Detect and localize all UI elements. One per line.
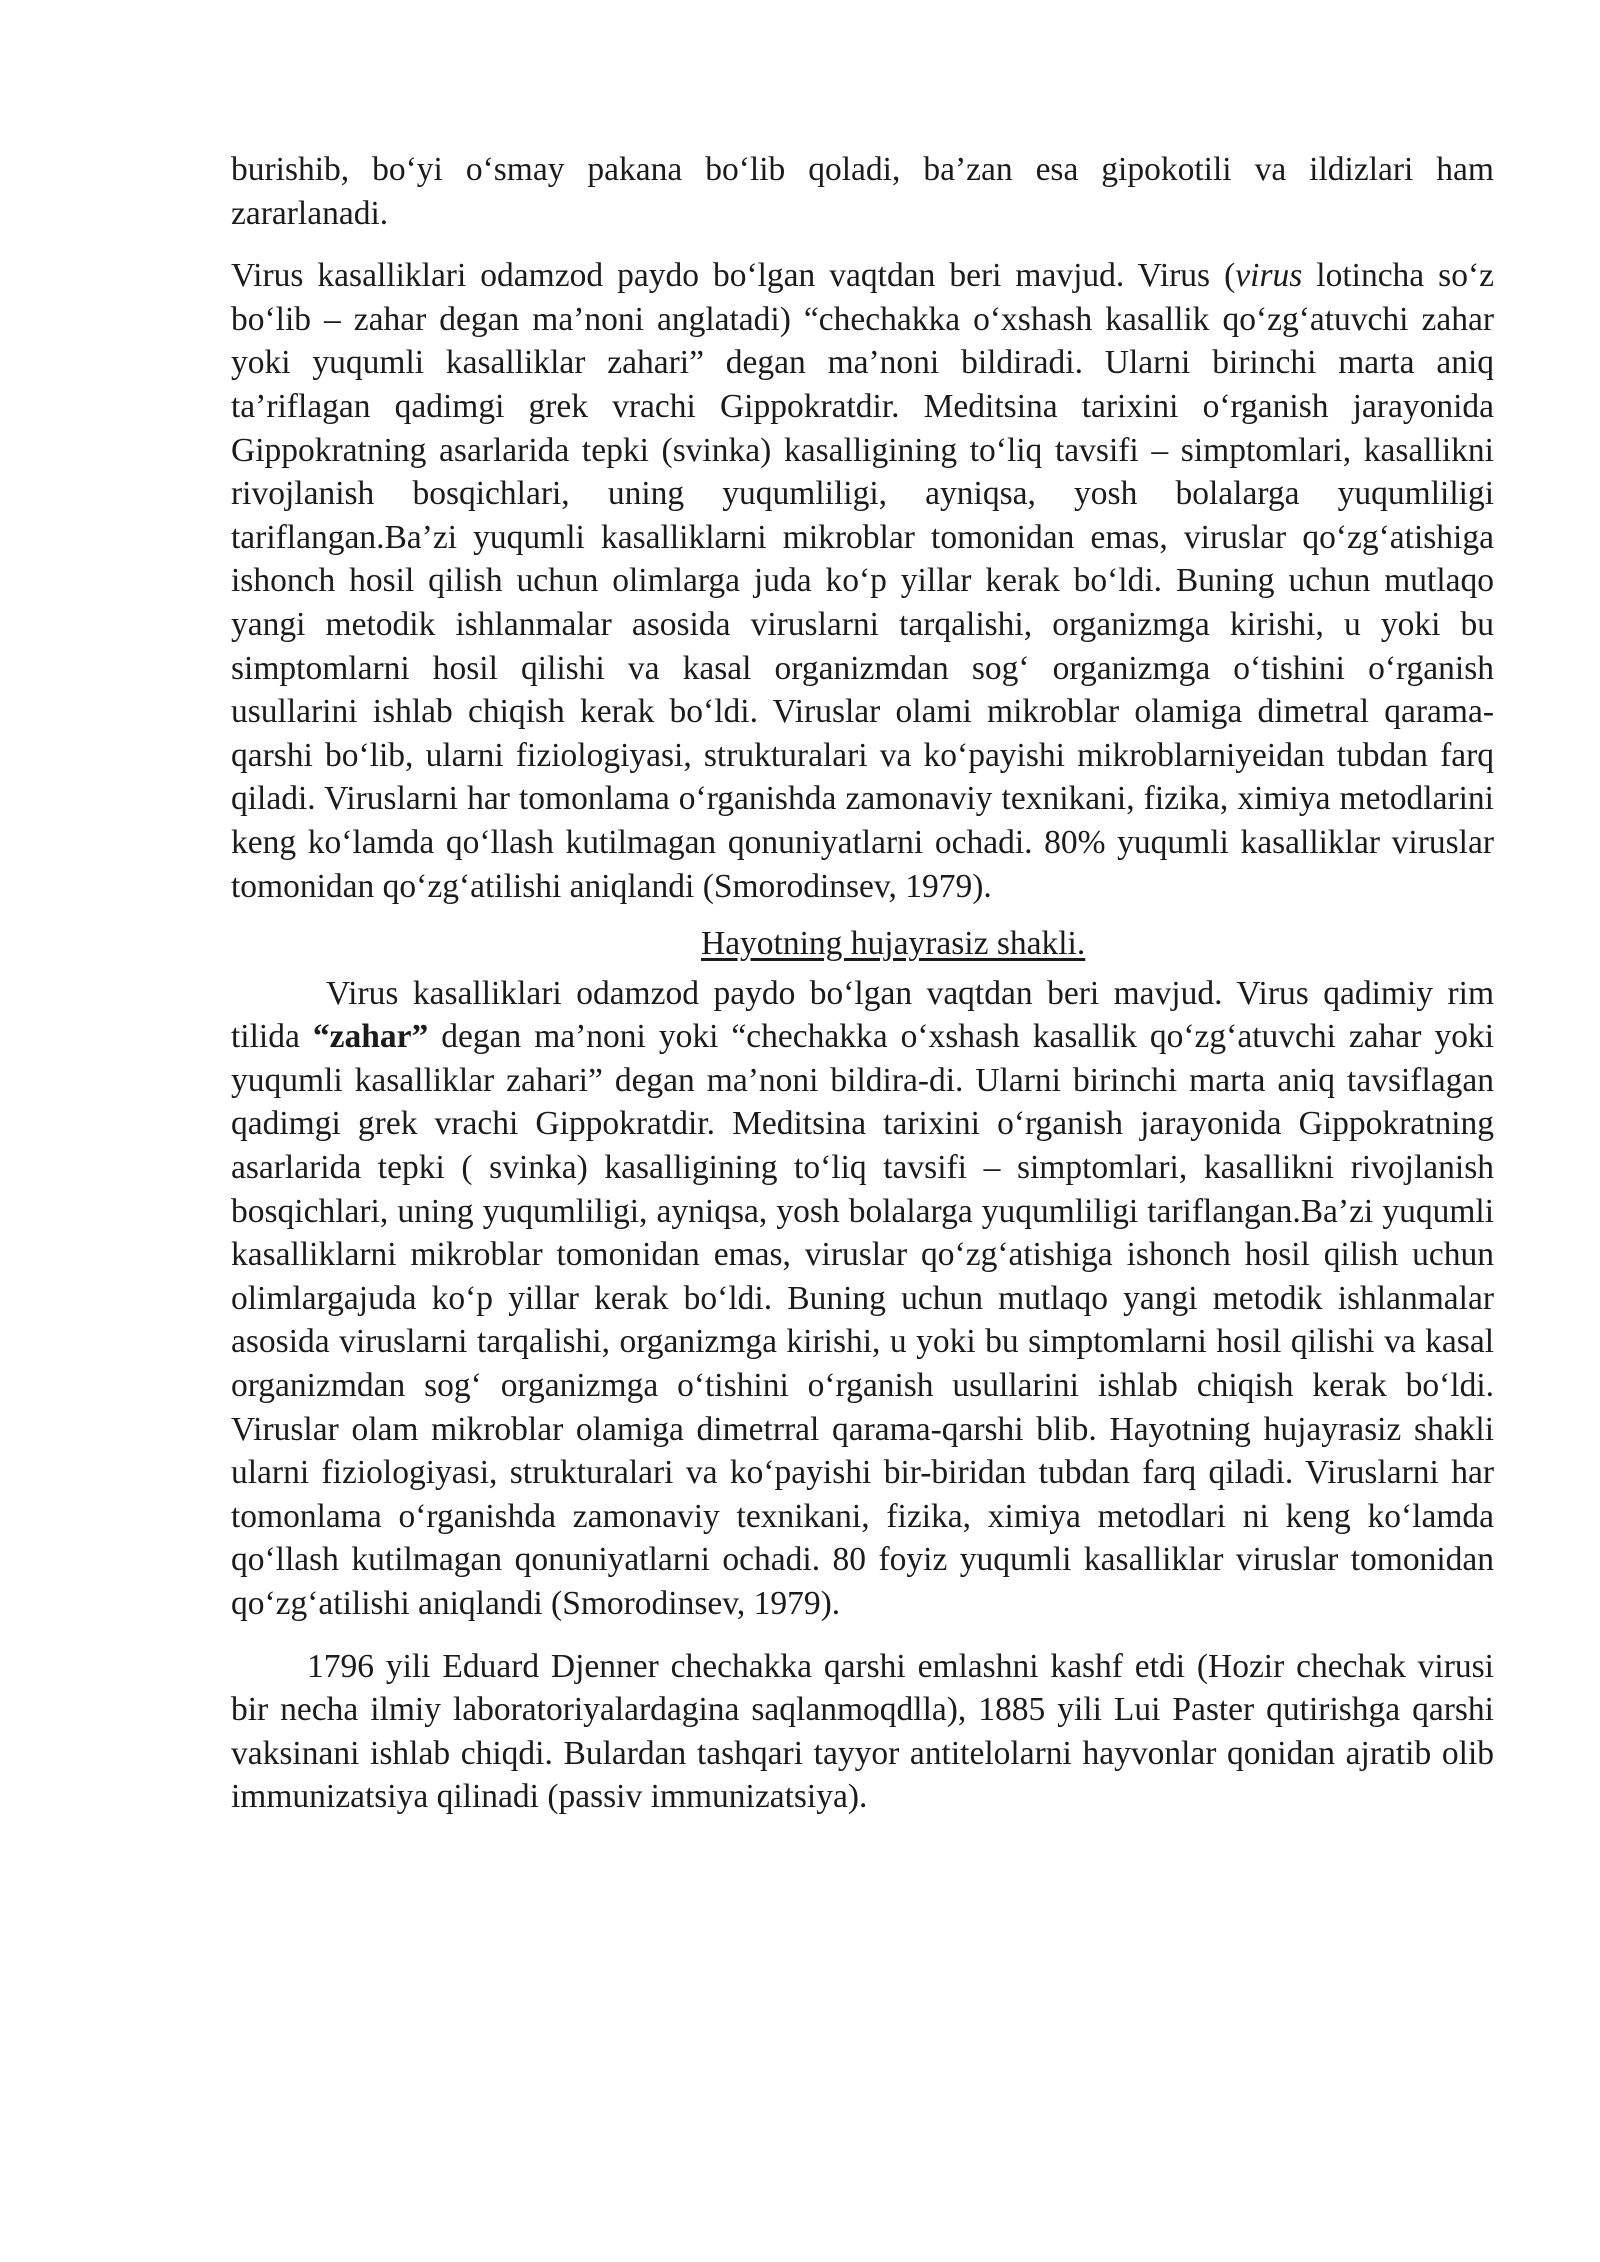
paragraph-continuation xyxy=(231,148,1494,235)
paragraph-text: degan ma’noni yoki “chechakka o‘xshash kasallik qo‘zg‘atuvchi zahar yoki yuqumli kasalliklar zahari” degan ma’noni bildira-di. Ularni birinchi marta aniq tavsiflagan qadimgi grek vrachi Gippokratdir. Meditsina tarixini o‘rganish jarayonida Gippokratning asarlarida tepki ( svinka) kasalligining to‘liq tavsifi – simptomlari, kasallikni rivojlanish bosqichlari, uning yuqumliligi, ayniqsa, yosh bolalarga yuqumliligi tariflangan.Ba’zi yuqumli kasalliklarni mikroblar tomonidan emas, viruslar qo‘zg‘atishiga ishonch hosil qilish uchun olimlargajuda ko‘p yillar kerak bo‘ldi. Buning uchun mutlaqo yangi metodik ishlanmalar asosida viruslarni tarqalishi, organizmga kirishi, u yoki bu simptomlarni hosil qilishi va kasal organizmdan sog‘ organizmga o‘tishini o‘rganish usullarini ishlab chiqish kerak bo‘ldi. Viruslar olam mikroblar olamiga dimetrral qarama-qarshi blib. Hayotning hujayrasiz shakli ularni fiziologiyasi, strukturalari va ko‘payishi bir-biridan tubdan farq qiladi. Viruslarni har tomonlama o‘rganishda zamonaviy texnikani, fizika, ximiya metodlari ni keng ko‘lamda qo‘llash kutilmagan qonuniyatlarni ochadi. 80 foyiz yuqumli kasalliklar viruslar tomonidan qo‘zg‘atilishi aniqlandi (Smorodinsev, 1979). xyxy=(231,1018,1495,1622)
paragraph-text: burishib, bo‘yi o‘smay pakana bo‘lib qoladi, ba’zan esa gipokotili va ildizlari ham zararlanadi. xyxy=(231,151,1494,232)
bold-term: “zahar” xyxy=(312,1018,429,1056)
paragraph-cellless-life xyxy=(231,972,1494,1626)
document-page xyxy=(231,148,1494,1819)
paragraph-text: Virus kasalliklari odamzod paydo bo‘lgan vaqtdan beri mavjud. Virus qadimiy rim tilida xyxy=(231,974,1494,1056)
paragraph-text: 1796 yili Eduard Djenner chechakka qarshi emlashni kashf etdi (Hozir chechak virusi bir necha ilmiy laboratoriyalardagina saqlanmoqdlla), 1885 yili Lui Paster qutirishga qarshi vaksinani ishlab chiqdi. Bulardan tashqari tayyor antitelolarni hayvonlar qonidan ajratib olib immunizatsiya qilinadi (passiv immunizatsiya). xyxy=(231,1647,1494,1816)
italic-term: virus xyxy=(1235,257,1303,295)
paragraph-text: lotincha so‘z bo‘lib – zahar degan ma’noni anglatadi) “chechakka o‘xshash kasallik qo‘zg‘atuvchi zahar yoki yuqumli kasalliklar zahari” degan ma’noni bildiradi. Ularni birinchi marta aniq ta’riflagan qadimgi grek vrachi Gippokratdir. Meditsina tarixini o‘rganish jarayonida Gippokratning asarlarida tepki (svinka) kasalligining to‘liq tavsifi – simptomlari, kasallikni rivojlanish bosqichlari, uning yuqumliligi, ayniqsa, yosh bolalarga yuqumliligi tariflangan.Ba’zi yuqumli kasalliklarni mikroblar tomonidan emas, viruslar qo‘zg‘atishiga ishonch hosil qilish uchun olimlarga juda ko‘p yillar kerak bo‘ldi. Buning uchun mutlaqo yangi metodik ishlanmalar asosida viruslarni tarqalishi, organizmga kirishi, u yoki bu simptomlarni hosil qilishi va kasal organizmdan sog‘ organizmga o‘tishini o‘rganish usullarini ishlab chiqish kerak bo‘ldi. Viruslar olami mikroblar olamiga dimetral qarama-qarshi bo‘lib, ularni fiziologiyasi, strukturalari va ko‘payishi mikroblarniyeidan tubdan farq qiladi. Viruslarni har tomonlama o‘rganishda zamonaviy texnikani, fizika, ximiya metodlarini keng ko‘lamda qo‘llash kutilmagan qonuniyatlarni ochadi. 80% yuqumli kasalliklar viruslar tomonidan qo‘zg‘atilishi aniqlandi (Smorodinsev, 1979). xyxy=(231,257,1494,905)
section-heading: Hayotning hujayrasiz shakli. xyxy=(701,925,1086,963)
paragraph-virus-history xyxy=(231,254,1494,908)
paragraph-text: Virus kasalliklari odamzod paydo bo‘lgan vaqtdan beri mavjud. Virus ( xyxy=(231,257,1236,295)
paragraph-vaccination-history xyxy=(231,1645,1494,1819)
